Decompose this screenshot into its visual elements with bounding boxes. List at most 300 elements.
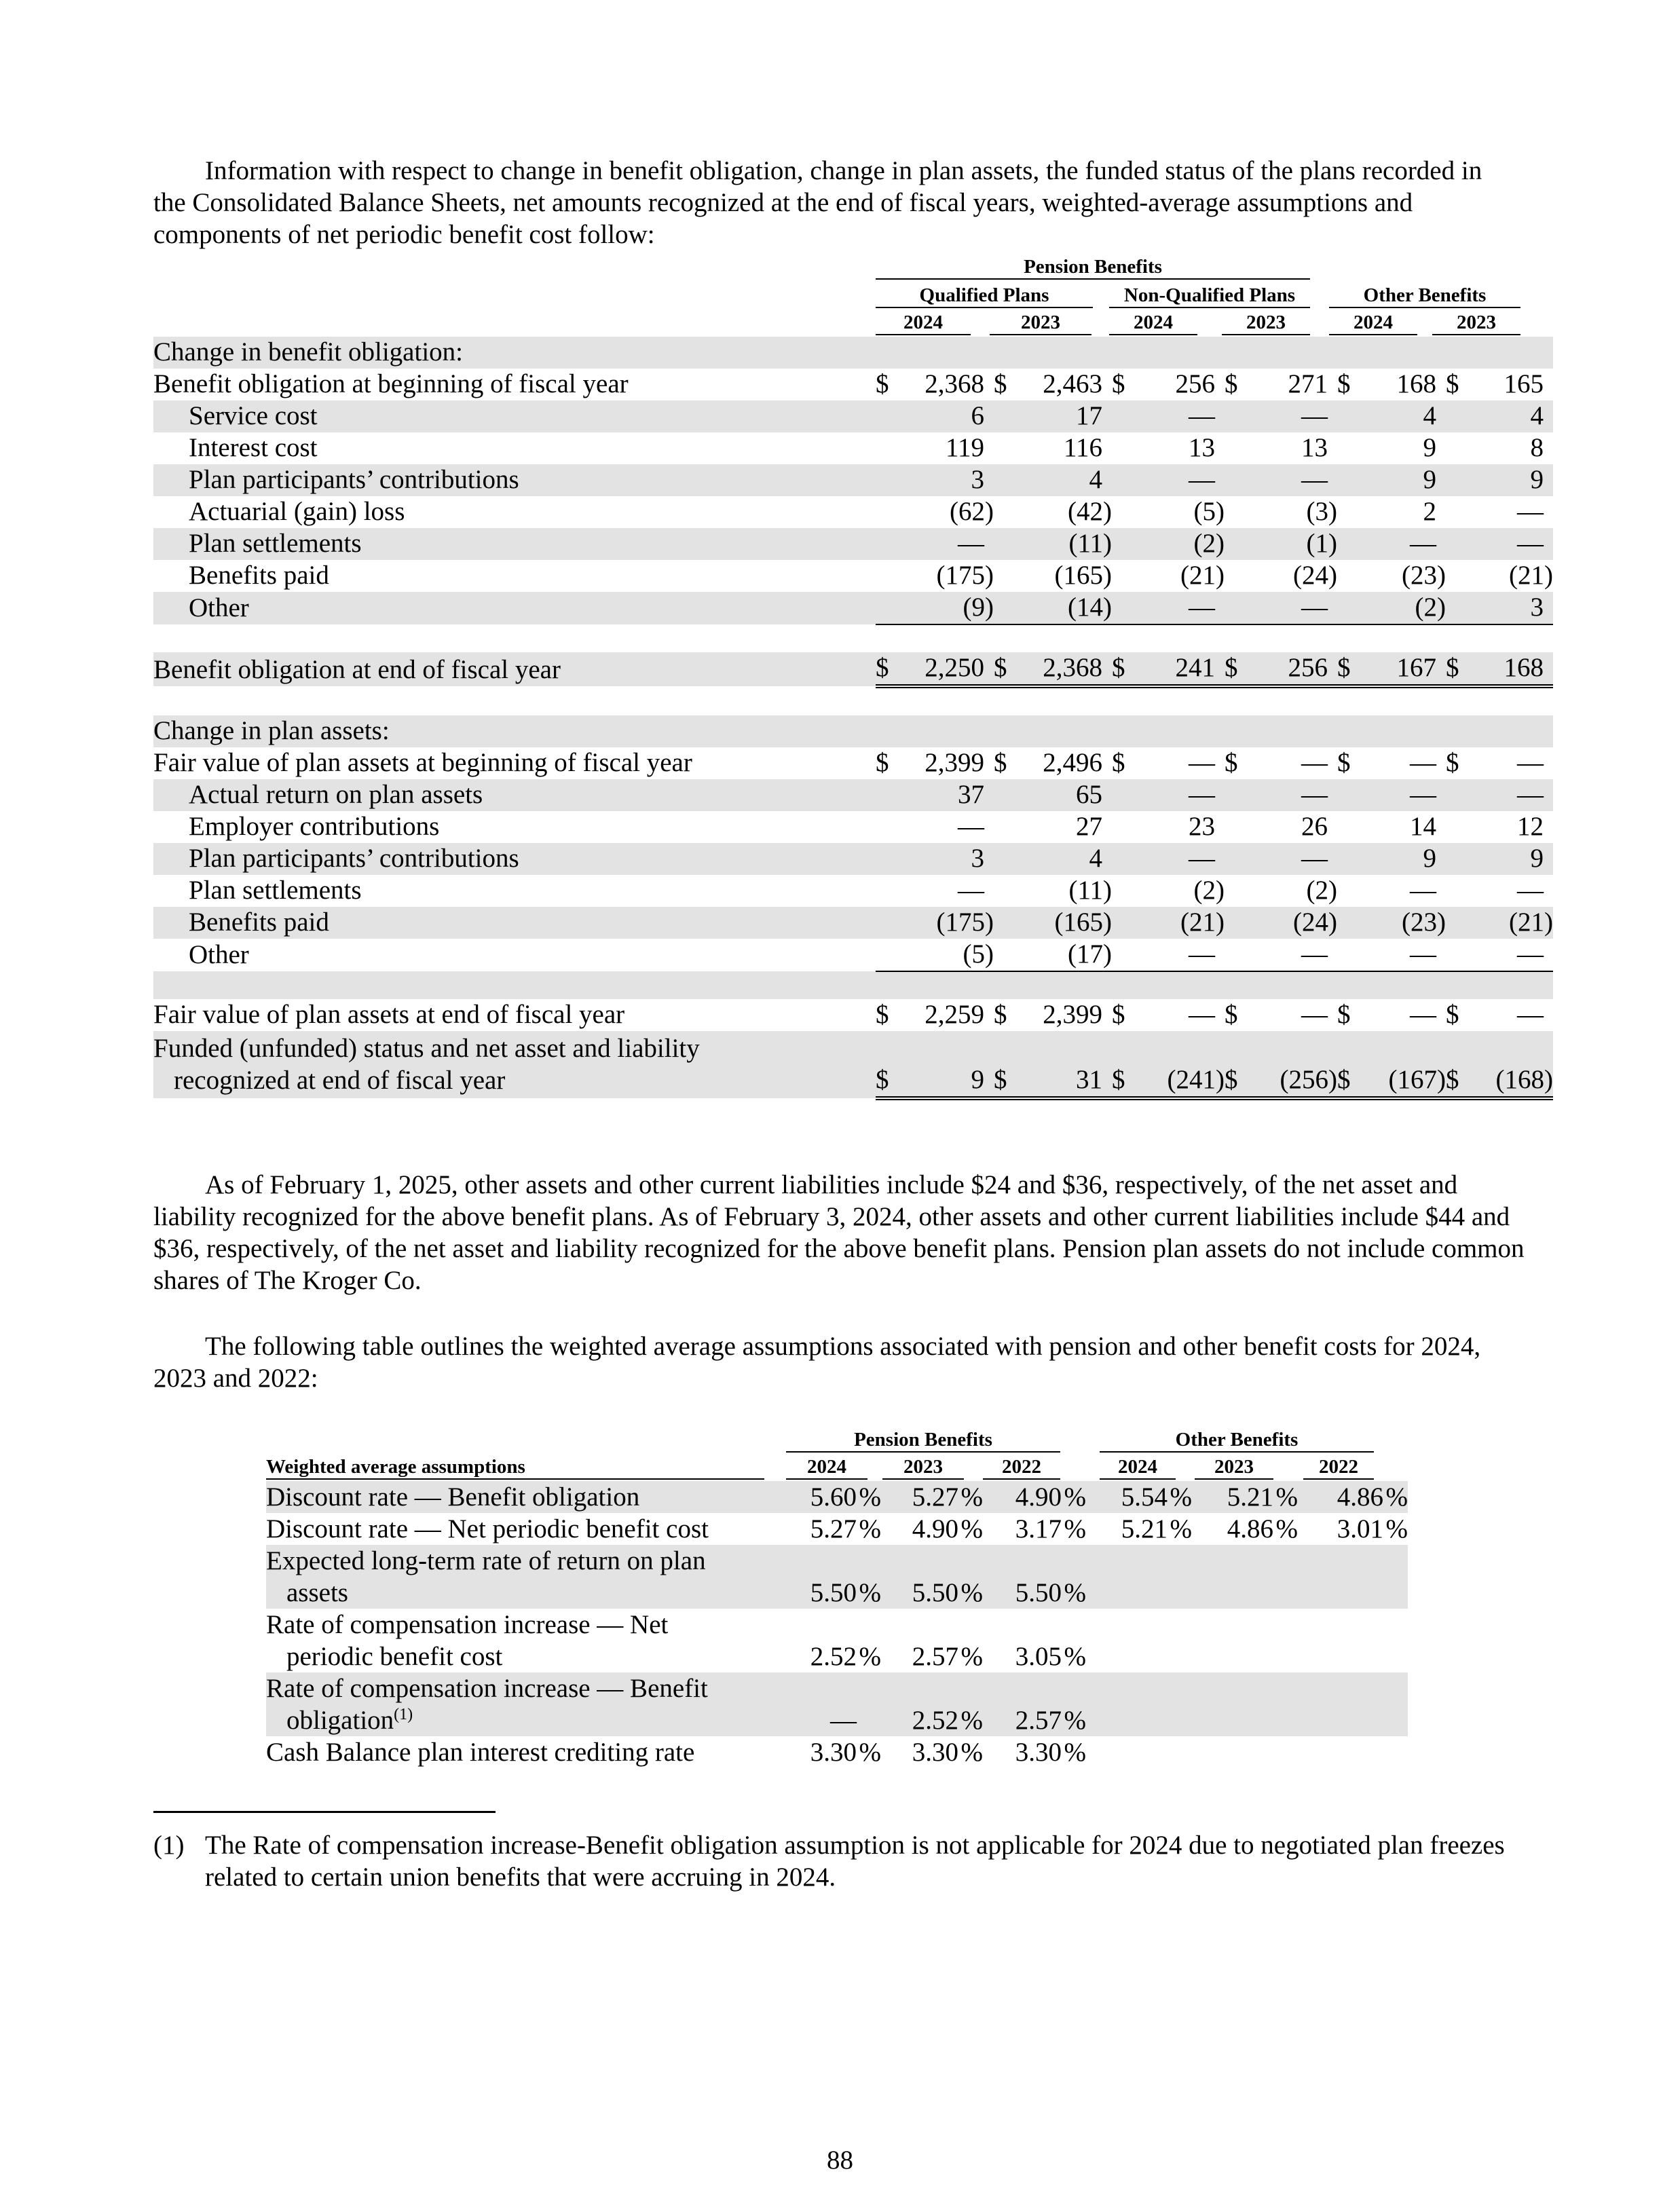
value-cell <box>1337 875 1446 907</box>
currency-symbol: $ <box>1337 1000 1351 1029</box>
section-header-row <box>153 337 1553 369</box>
value-text: — <box>1517 939 1544 969</box>
percent-sign: % <box>1385 1482 1408 1512</box>
value-cell <box>1446 939 1553 971</box>
spacer-cell <box>1337 971 1446 999</box>
table-row <box>153 1031 1553 1098</box>
value-cell <box>1337 811 1446 843</box>
row-label <box>153 432 876 464</box>
value-text: 271 <box>1288 369 1328 398</box>
spacer-cell <box>153 971 876 999</box>
row-label <box>153 592 876 624</box>
value-text: (2) <box>1306 876 1337 905</box>
value-cell <box>1112 843 1225 875</box>
value-text: — <box>1189 780 1215 809</box>
spacer-cell <box>1225 624 1337 652</box>
value-cell <box>1225 464 1337 496</box>
year-header: 2024 <box>1100 1455 1176 1480</box>
spacer-cell <box>1446 686 1553 715</box>
percent-sign: % <box>960 1482 983 1512</box>
value-text: 13 <box>1301 433 1328 462</box>
assumption-value-cell <box>983 1736 1086 1768</box>
assumption-value: 5.50 <box>1015 1578 1062 1607</box>
table-row <box>153 907 1553 939</box>
year-header: 2024 <box>1109 311 1197 335</box>
row-label <box>153 747 876 779</box>
row-label <box>153 464 876 496</box>
currency-symbol: $ <box>1337 1065 1351 1094</box>
assumption-value: 3.01 <box>1337 1514 1383 1543</box>
percent-sign: % <box>859 1514 881 1543</box>
spacer-cell <box>994 624 1112 652</box>
assumption-value-cell <box>983 1513 1086 1545</box>
row-label-text: Plan settlements <box>189 876 362 905</box>
currency-symbol: $ <box>994 369 1007 398</box>
table-row <box>153 652 1553 686</box>
assumption-value-cell <box>778 1545 881 1609</box>
assumption-value-cell <box>881 1545 983 1609</box>
value-text: — <box>958 529 984 558</box>
value-text: 2,496 <box>1043 748 1102 777</box>
value-cell <box>876 779 994 811</box>
value-cell <box>1337 560 1446 592</box>
value-text: — <box>1189 465 1215 494</box>
row-label-text: Other <box>189 593 249 622</box>
assumption-value-cell <box>778 1481 881 1513</box>
value-text: — <box>1517 529 1544 558</box>
value-cell <box>876 747 994 779</box>
value-cell <box>1337 779 1446 811</box>
value-text: 4 <box>1089 844 1102 873</box>
value-cell <box>1225 1031 1337 1098</box>
value-cell <box>994 1031 1112 1098</box>
assumption-label-line: Rate of compensation increase — Benefit <box>266 1674 708 1703</box>
value-text: — <box>1189 939 1215 969</box>
value-cell <box>994 811 1112 843</box>
percent-sign: % <box>1170 1482 1192 1512</box>
value-text: 116 <box>1063 433 1102 462</box>
value-cell <box>876 528 994 560</box>
footnote-marker: (1) <box>153 1831 185 1860</box>
assumption-value: 3.17 <box>1015 1514 1062 1543</box>
value-text: 23 <box>1189 812 1215 841</box>
value-text: 2,463 <box>1043 369 1102 398</box>
value-text: 256 <box>1288 653 1328 682</box>
value-text: (11) <box>1068 529 1112 558</box>
spacer-cell <box>1446 624 1553 652</box>
value-cell <box>876 337 994 369</box>
currency-symbol: $ <box>876 653 889 682</box>
value-text: (175) <box>936 561 994 590</box>
value-text: 9 <box>1530 844 1544 873</box>
value-text: (167) <box>1388 1065 1446 1094</box>
value-cell <box>994 432 1112 464</box>
value-cell <box>1225 369 1337 400</box>
row-label <box>153 337 876 369</box>
assumption-value: 5.27 <box>810 1514 857 1543</box>
value-cell <box>876 369 994 400</box>
value-cell <box>1446 592 1553 624</box>
value-cell <box>1446 715 1553 747</box>
non-qualified-plans-header: Non-Qualified Plans <box>1109 284 1310 308</box>
table-row <box>153 843 1553 875</box>
currency-symbol: $ <box>1337 369 1351 398</box>
assumption-value-cell <box>1298 1513 1408 1545</box>
value-cell <box>1337 369 1446 400</box>
row-label-text: Service cost <box>189 401 318 430</box>
value-cell <box>1112 779 1225 811</box>
row-label <box>153 843 876 875</box>
value-text: — <box>1189 844 1215 873</box>
value-cell <box>1225 432 1337 464</box>
row-label <box>153 907 876 939</box>
spacer-cell <box>876 624 994 652</box>
value-text: 2,399 <box>1043 1000 1102 1029</box>
value-cell <box>1337 432 1446 464</box>
row-label <box>153 400 876 432</box>
value-cell <box>1112 560 1225 592</box>
value-cell <box>1446 400 1553 432</box>
value-text: (5) <box>963 939 994 969</box>
assumption-value-cell <box>1192 1481 1298 1513</box>
currency-symbol: $ <box>1225 653 1238 682</box>
value-text: (2) <box>1193 876 1225 905</box>
value-cell <box>1446 875 1553 907</box>
assumption-value: 2.57 <box>1015 1706 1062 1735</box>
row-label-text: Actual return on plan assets <box>189 780 483 809</box>
assumption-label <box>266 1609 778 1672</box>
assumption-value-cell <box>881 1481 983 1513</box>
value-text: (21) <box>1180 908 1225 937</box>
value-cell <box>994 400 1112 432</box>
year-header: 2023 <box>1432 311 1520 335</box>
year-header: 2024 <box>1329 311 1417 335</box>
value-text: 9 <box>971 1065 984 1094</box>
qualified-plans-header: Qualified Plans <box>876 284 1093 308</box>
value-cell <box>1446 811 1553 843</box>
row-label <box>153 715 876 747</box>
value-text: 256 <box>1175 369 1215 398</box>
weighted-average-assumptions-title: Weighted average assumptions <box>266 1455 764 1480</box>
value-cell <box>994 369 1112 400</box>
assumption-value-cell <box>1086 1609 1192 1672</box>
table-row <box>153 560 1553 592</box>
row-label <box>153 528 876 560</box>
value-cell <box>1446 907 1553 939</box>
currency-symbol: $ <box>1446 1065 1459 1094</box>
value-cell <box>1112 592 1225 624</box>
assumption-value-cell <box>983 1545 1086 1609</box>
row-label-text: Benefits paid <box>189 561 329 590</box>
value-cell <box>994 496 1112 528</box>
spacer-cell <box>153 686 876 715</box>
percent-sign: % <box>1064 1706 1086 1735</box>
assumption-value: — <box>830 1706 857 1735</box>
value-cell <box>876 652 994 686</box>
weighted-average-assumptions-table <box>266 1481 1408 1768</box>
assumption-value: 4.86 <box>1337 1482 1383 1512</box>
row-label-line: Funded (unfunded) status and net asset and liability <box>153 1034 700 1063</box>
percent-sign: % <box>960 1642 983 1671</box>
assumption-value-cell <box>1086 1481 1192 1513</box>
spacer-cell <box>876 686 994 715</box>
assumption-value-cell <box>1192 1672 1298 1736</box>
percent-sign: % <box>859 1578 881 1607</box>
percent-sign: % <box>859 1482 881 1512</box>
value-cell <box>1446 337 1553 369</box>
value-text: — <box>1301 748 1328 777</box>
value-cell <box>1112 369 1225 400</box>
value-cell <box>994 464 1112 496</box>
value-text: (256) <box>1280 1065 1337 1094</box>
assumption-value: 3.30 <box>810 1738 857 1767</box>
assumption-label-text: periodic benefit cost <box>286 1642 503 1671</box>
year-header: 2022 <box>1303 1455 1374 1480</box>
assumption-label-line: Expected long-term rate of return on plan <box>266 1546 706 1575</box>
value-cell <box>1337 592 1446 624</box>
percent-sign: % <box>960 1578 983 1607</box>
assumption-value-cell <box>1298 1545 1408 1609</box>
assumption-value-cell <box>1192 1736 1298 1768</box>
value-cell <box>876 432 994 464</box>
value-cell <box>1337 337 1446 369</box>
spacer-row <box>153 686 1553 715</box>
spacer-cell <box>1112 971 1225 999</box>
value-cell <box>994 907 1112 939</box>
assumption-value-cell <box>1298 1672 1408 1736</box>
value-cell <box>994 843 1112 875</box>
row-label-text: Benefit obligation at end of fiscal year <box>153 655 561 684</box>
value-cell <box>1112 528 1225 560</box>
value-text: 167 <box>1396 653 1436 682</box>
value-text: 2,368 <box>925 369 984 398</box>
value-text: 65 <box>1076 780 1102 809</box>
assumption-value-cell <box>1192 1545 1298 1609</box>
value-cell <box>1225 560 1337 592</box>
assumption-label-line: Discount rate — Benefit obligation <box>266 1482 640 1512</box>
assumption-value-cell <box>778 1736 881 1768</box>
table-row <box>153 939 1553 971</box>
row-label-text: Fair value of plan assets at beginning of fiscal year <box>153 748 692 777</box>
assumption-value: 2.52 <box>810 1642 857 1671</box>
value-cell <box>994 939 1112 971</box>
assumption-value-cell <box>881 1672 983 1736</box>
assumption-value: 5.27 <box>912 1482 958 1512</box>
currency-symbol: $ <box>876 369 889 398</box>
assumption-value-cell <box>778 1513 881 1545</box>
value-text: — <box>1189 593 1215 622</box>
value-cell <box>1112 432 1225 464</box>
value-cell <box>1337 999 1446 1031</box>
value-cell <box>1112 811 1225 843</box>
assumption-value: 3.30 <box>1015 1738 1062 1767</box>
value-cell <box>1225 715 1337 747</box>
spacer-cell <box>994 686 1112 715</box>
intro-paragraph: Information with respect to change in benefit obligation, change in plan assets, the funded status of the plans recorded in the Consolidated Balance Sheets, net amounts recognized at the end of fiscal years, weighted-average assumptions and components of net periodic benefit cost follow: <box>153 156 1482 249</box>
assumption-value-cell <box>1086 1736 1192 1768</box>
value-text: (42) <box>1068 497 1112 526</box>
spacer-cell <box>1225 686 1337 715</box>
value-cell <box>1446 528 1553 560</box>
value-text: 8 <box>1530 433 1544 462</box>
assumption-value-cell <box>983 1609 1086 1672</box>
pension-benefits-header: Pension Benefits <box>786 1428 1060 1453</box>
table-row <box>153 432 1553 464</box>
value-text: — <box>1410 748 1436 777</box>
value-cell <box>1225 528 1337 560</box>
value-text: (24) <box>1293 908 1337 937</box>
pension-benefits-header: Pension Benefits <box>876 255 1310 280</box>
row-label-text: Other <box>189 940 249 969</box>
value-cell <box>1446 652 1553 686</box>
value-cell <box>1112 496 1225 528</box>
value-cell <box>1225 400 1337 432</box>
assumption-label-text: obligation <box>286 1706 394 1735</box>
assumption-row <box>266 1609 1408 1672</box>
value-text: 26 <box>1301 812 1328 841</box>
spacer-row <box>153 971 1553 999</box>
value-cell <box>1112 400 1225 432</box>
spacer-cell <box>994 971 1112 999</box>
currency-symbol: $ <box>1446 369 1459 398</box>
assumption-value: 5.21 <box>1227 1482 1273 1512</box>
year-header: 2023 <box>1195 1455 1273 1480</box>
value-text: — <box>1517 748 1544 777</box>
value-text: 9 <box>1423 844 1436 873</box>
value-text: — <box>1301 939 1328 969</box>
value-cell <box>1337 939 1446 971</box>
value-text: 2 <box>1423 497 1436 526</box>
value-cell <box>876 875 994 907</box>
value-cell <box>1446 369 1553 400</box>
value-text: 168 <box>1504 653 1544 682</box>
currency-symbol: $ <box>1446 653 1459 682</box>
row-label-text: Change in plan assets: <box>153 716 390 745</box>
section-header-row <box>153 715 1553 747</box>
assumption-value-cell <box>983 1481 1086 1513</box>
table-row <box>153 811 1553 843</box>
assumption-value-cell <box>1192 1513 1298 1545</box>
spacer-cell <box>1112 624 1225 652</box>
value-text: 241 <box>1175 653 1215 682</box>
value-cell <box>1446 432 1553 464</box>
assumption-value-cell <box>1086 1513 1192 1545</box>
value-cell <box>1112 715 1225 747</box>
currency-symbol: $ <box>876 748 889 777</box>
value-text: 4 <box>1089 465 1102 494</box>
row-label <box>153 875 876 907</box>
value-cell <box>1112 464 1225 496</box>
spacer-cell <box>1446 971 1553 999</box>
value-text: 2,250 <box>925 653 984 682</box>
value-cell <box>994 528 1112 560</box>
page-number: 88 <box>827 2146 853 2175</box>
value-text: (14) <box>1068 593 1112 622</box>
value-cell <box>1225 496 1337 528</box>
assumption-row <box>266 1672 1408 1736</box>
assumption-label <box>266 1736 778 1768</box>
spacer-cell <box>1337 686 1446 715</box>
percent-sign: % <box>1064 1482 1086 1512</box>
spacer-cell <box>1337 624 1446 652</box>
row-label <box>153 939 876 971</box>
value-cell <box>1446 1031 1553 1098</box>
table-row <box>153 779 1553 811</box>
assumption-row <box>266 1736 1408 1768</box>
assumptions-intro-paragraph: The following table outlines the weighted average assumptions associated with pension and other benefit costs for 2024, 2023 and 2022: <box>153 1332 1481 1393</box>
value-cell <box>876 560 994 592</box>
value-text: (168) <box>1495 1065 1553 1094</box>
currency-symbol: $ <box>1112 1000 1125 1029</box>
value-text: 37 <box>958 780 984 809</box>
row-label-text: Plan settlements <box>189 529 362 558</box>
table-row <box>153 999 1553 1031</box>
percent-sign: % <box>1275 1482 1298 1512</box>
value-text: (165) <box>1054 908 1112 937</box>
assumption-value: 5.50 <box>912 1578 958 1607</box>
value-text: — <box>1189 1000 1215 1029</box>
value-text: 17 <box>1076 401 1102 430</box>
value-cell <box>1225 337 1337 369</box>
year-header: 2022 <box>983 1455 1060 1480</box>
value-cell <box>876 939 994 971</box>
row-label-text: Plan participants’ contributions <box>189 465 519 494</box>
currency-symbol: $ <box>1112 369 1125 398</box>
row-label-text: Interest cost <box>189 433 318 462</box>
table-row <box>153 464 1553 496</box>
value-text: — <box>1517 780 1544 809</box>
spacer-row <box>153 624 1553 652</box>
row-label <box>153 369 876 400</box>
row-label-line: recognized at end of fiscal year <box>174 1066 506 1095</box>
value-text: 3 <box>971 465 984 494</box>
assumption-value: 4.86 <box>1227 1514 1273 1543</box>
assumption-value-cell <box>778 1609 881 1672</box>
percent-sign: % <box>1275 1514 1298 1543</box>
value-text: (23) <box>1402 908 1446 937</box>
currency-symbol: $ <box>1112 1065 1125 1094</box>
table-row <box>153 528 1553 560</box>
value-text: 12 <box>1517 812 1544 841</box>
value-cell <box>1112 875 1225 907</box>
assumption-label <box>266 1481 778 1513</box>
assumption-value-cell <box>881 1513 983 1545</box>
value-cell <box>876 811 994 843</box>
value-cell <box>994 560 1112 592</box>
value-text: (241) <box>1167 1065 1225 1094</box>
value-text: — <box>1410 939 1436 969</box>
assumption-value: 5.50 <box>810 1578 857 1607</box>
table-row <box>153 369 1553 400</box>
value-text: 2,259 <box>925 1000 984 1029</box>
value-text: 13 <box>1189 433 1215 462</box>
row-label-text: Change in benefit obligation: <box>153 337 463 367</box>
percent-sign: % <box>1064 1738 1086 1767</box>
value-text: (2) <box>1415 593 1446 622</box>
value-text: (11) <box>1068 876 1112 905</box>
value-cell <box>994 652 1112 686</box>
benefit-obligation-table <box>153 337 1553 1100</box>
currency-symbol: $ <box>1225 748 1238 777</box>
currency-symbol: $ <box>876 1065 889 1094</box>
value-text: 9 <box>1423 465 1436 494</box>
value-text: — <box>1301 465 1328 494</box>
percent-sign: % <box>859 1738 881 1767</box>
currency-symbol: $ <box>1446 1000 1459 1029</box>
value-cell <box>1225 652 1337 686</box>
value-cell <box>1446 464 1553 496</box>
value-cell <box>1446 747 1553 779</box>
